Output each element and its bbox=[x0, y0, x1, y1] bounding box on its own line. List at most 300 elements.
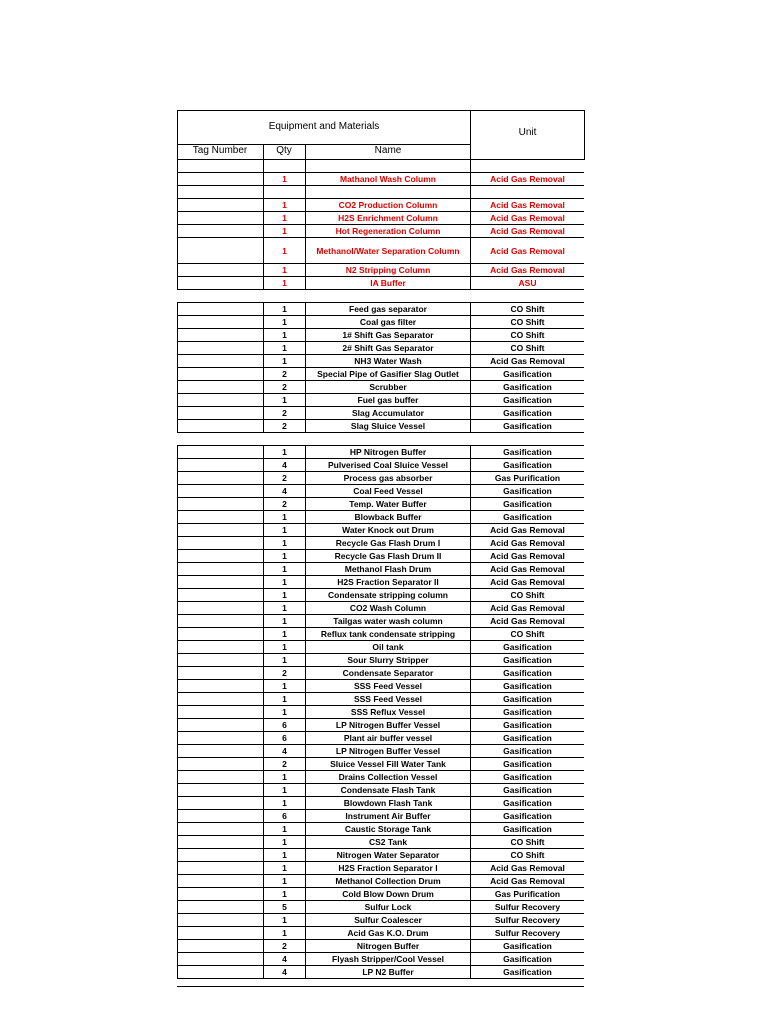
tag-cell bbox=[177, 329, 263, 341]
name-cell: Temp. Water Buffer bbox=[305, 498, 471, 510]
name-cell: Process gas absorber bbox=[305, 472, 471, 484]
tag-cell bbox=[177, 927, 263, 939]
unit-cell: Sulfur Recovery bbox=[494, 902, 561, 912]
table-row bbox=[177, 875, 584, 888]
table-row bbox=[177, 810, 584, 823]
name-cell: CO2 Production Column bbox=[305, 199, 471, 211]
qty-cell: 1 bbox=[263, 264, 305, 276]
tag-cell bbox=[177, 511, 263, 523]
table-row bbox=[177, 849, 584, 862]
qty-cell: 1 bbox=[263, 173, 305, 185]
name-cell: Slag Sluice Vessel bbox=[305, 420, 471, 432]
unit-cell: Gasification bbox=[503, 954, 552, 964]
equipment-table bbox=[177, 0, 584, 1024]
name-cell: Cold Blow Down Drum bbox=[305, 888, 471, 900]
name-cell: N2 Stripping Column bbox=[305, 264, 471, 276]
tag-cell bbox=[177, 238, 263, 263]
unit-cell: Sulfur Recovery bbox=[494, 928, 561, 938]
table-row bbox=[177, 914, 584, 927]
name-cell: Mathanol Wash Column bbox=[305, 173, 471, 185]
name-cell: 1# Shift Gas Separator bbox=[305, 329, 471, 341]
table-row bbox=[177, 303, 584, 316]
tag-cell bbox=[177, 342, 263, 354]
table-row bbox=[177, 758, 584, 771]
qty-cell: 2 bbox=[263, 667, 305, 679]
table-row bbox=[177, 446, 584, 459]
qty-cell: 1 bbox=[263, 797, 305, 809]
name-cell: Sour Slurry Stripper bbox=[305, 654, 471, 666]
name-cell: Methanol Collection Drum bbox=[305, 875, 471, 887]
qty-cell: 5 bbox=[263, 901, 305, 913]
tag-cell bbox=[177, 316, 263, 328]
tag-cell bbox=[177, 459, 263, 471]
qty-cell: 1 bbox=[263, 680, 305, 692]
qty-cell: 6 bbox=[263, 719, 305, 731]
unit-cell: Gasification bbox=[503, 746, 552, 756]
tag-cell bbox=[177, 680, 263, 692]
qty-cell: 1 bbox=[263, 563, 305, 575]
unit-cell: Gasification bbox=[503, 759, 552, 769]
qty-cell: 2 bbox=[263, 472, 305, 484]
tag-cell bbox=[177, 953, 263, 965]
table-row bbox=[177, 888, 584, 901]
qty-cell: 1 bbox=[263, 199, 305, 211]
unit-cell: Gasification bbox=[503, 421, 552, 431]
tag-cell bbox=[177, 277, 263, 289]
tag-cell bbox=[177, 784, 263, 796]
table-row bbox=[177, 342, 584, 355]
tag-cell bbox=[177, 199, 263, 211]
table-row bbox=[177, 797, 584, 810]
header-tag-number: Tag Number bbox=[192, 145, 248, 156]
tag-cell bbox=[177, 771, 263, 783]
header-qty: Qty bbox=[276, 145, 292, 156]
table-row bbox=[177, 654, 584, 667]
tag-cell bbox=[177, 173, 263, 185]
name-cell: Sluice Vessel Fill Water Tank bbox=[305, 758, 471, 770]
name-cell: SSS Feed Vessel bbox=[305, 680, 471, 692]
qty-cell bbox=[263, 186, 305, 198]
table-row bbox=[177, 940, 584, 953]
qty-cell: 1 bbox=[263, 511, 305, 523]
tag-cell bbox=[177, 719, 263, 731]
tag-cell bbox=[177, 758, 263, 770]
unit-cell: Acid Gas Removal bbox=[490, 538, 565, 548]
name-cell: Sulfur Coalescer bbox=[305, 914, 471, 926]
unit-cell: Gasification bbox=[503, 408, 552, 418]
table-row bbox=[177, 862, 584, 875]
unit-cell: Acid Gas Removal bbox=[490, 564, 565, 574]
tag-cell bbox=[177, 355, 263, 367]
tag-cell bbox=[177, 667, 263, 679]
table-row bbox=[177, 628, 584, 641]
qty-cell: 1 bbox=[263, 576, 305, 588]
unit-cell: Gasification bbox=[503, 824, 552, 834]
unit-cell: Acid Gas Removal bbox=[490, 876, 565, 886]
tag-cell bbox=[177, 810, 263, 822]
table-bottom-rule bbox=[177, 986, 584, 987]
unit-cell: Gasification bbox=[503, 486, 552, 496]
unit-cell: Gasification bbox=[503, 668, 552, 678]
table-row bbox=[177, 706, 584, 719]
qty-cell bbox=[263, 160, 305, 172]
name-cell: Feed gas separator bbox=[305, 303, 471, 315]
tag-cell bbox=[177, 797, 263, 809]
spacer-row bbox=[177, 433, 584, 446]
tag-cell bbox=[177, 706, 263, 718]
tag-cell bbox=[177, 576, 263, 588]
table-row bbox=[177, 641, 584, 654]
table-row bbox=[177, 459, 584, 472]
unit-cell: Gasification bbox=[503, 642, 552, 652]
qty-cell: 1 bbox=[263, 784, 305, 796]
unit-cell: Gasification bbox=[503, 369, 552, 379]
name-cell bbox=[305, 160, 471, 172]
name-cell: HP Nitrogen Buffer bbox=[305, 446, 471, 458]
name-cell: CS2 Tank bbox=[305, 836, 471, 848]
qty-cell: 4 bbox=[263, 459, 305, 471]
tag-cell bbox=[177, 485, 263, 497]
qty-cell: 1 bbox=[263, 355, 305, 367]
qty-cell: 1 bbox=[263, 875, 305, 887]
qty-cell: 4 bbox=[263, 745, 305, 757]
name-cell: Water Knock out Drum bbox=[305, 524, 471, 536]
name-cell: Recycle Gas Flash Drum II bbox=[305, 550, 471, 562]
tag-cell bbox=[177, 914, 263, 926]
name-cell: Fuel gas buffer bbox=[305, 394, 471, 406]
unit-cell: Acid Gas Removal bbox=[490, 863, 565, 873]
name-cell: Nitrogen Water Separator bbox=[305, 849, 471, 861]
qty-cell: 4 bbox=[263, 953, 305, 965]
table-row bbox=[177, 732, 584, 745]
unit-cell: CO Shift bbox=[510, 330, 545, 340]
name-cell: LP Nitrogen Buffer Vessel bbox=[305, 719, 471, 731]
table-row bbox=[177, 407, 584, 420]
unit-cell: Gasification bbox=[503, 460, 552, 470]
name-cell: Pulverised Coal Sluice Vessel bbox=[305, 459, 471, 471]
name-cell: Condensate Separator bbox=[305, 667, 471, 679]
table-row bbox=[177, 485, 584, 498]
name-cell: SSS Feed Vessel bbox=[305, 693, 471, 705]
table-row bbox=[177, 511, 584, 524]
unit-cell: Gasification bbox=[503, 798, 552, 808]
unit-cell: CO Shift bbox=[510, 317, 545, 327]
table-row bbox=[177, 667, 584, 680]
name-cell: Recycle Gas Flash Drum Ⅰ bbox=[305, 537, 471, 549]
unit-cell: Gas Purification bbox=[494, 889, 561, 899]
tag-cell bbox=[177, 498, 263, 510]
tag-cell bbox=[177, 875, 263, 887]
unit-cell: Acid Gas Removal bbox=[490, 551, 565, 561]
name-cell bbox=[305, 186, 471, 198]
tag-cell bbox=[177, 407, 263, 419]
name-cell: Coal gas filter bbox=[305, 316, 471, 328]
unit-cell: Gasification bbox=[503, 499, 552, 509]
name-cell: Acid Gas K.O. Drum bbox=[305, 927, 471, 939]
header-group-title: Equipment and Materials bbox=[268, 121, 380, 132]
unit-cell: CO Shift bbox=[510, 304, 545, 314]
tag-cell bbox=[177, 732, 263, 744]
unit-cell: Gasification bbox=[503, 811, 552, 821]
table-row bbox=[177, 784, 584, 797]
qty-cell: 1 bbox=[263, 342, 305, 354]
unit-cell bbox=[471, 160, 584, 172]
name-cell: Blowback Buffer bbox=[305, 511, 471, 523]
name-cell: NH3 Water Wash bbox=[305, 355, 471, 367]
unit-cell: Gasification bbox=[503, 512, 552, 522]
unit-cell: Acid Gas Removal bbox=[490, 226, 565, 236]
header-unit: Unit bbox=[518, 127, 537, 138]
tag-cell bbox=[177, 264, 263, 276]
tag-cell bbox=[177, 212, 263, 224]
table-row bbox=[177, 823, 584, 836]
tag-cell bbox=[177, 368, 263, 380]
table-row bbox=[177, 264, 584, 277]
qty-cell: 2 bbox=[263, 758, 305, 770]
table-row bbox=[177, 199, 584, 212]
name-cell: Hot Regeneration Column bbox=[305, 225, 471, 237]
qty-cell: 1 bbox=[263, 615, 305, 627]
name-cell: Condensate stripping column bbox=[305, 589, 471, 601]
qty-cell: 1 bbox=[263, 862, 305, 874]
tag-cell bbox=[177, 745, 263, 757]
table-row bbox=[177, 420, 584, 433]
table-row bbox=[177, 160, 584, 173]
qty-cell: 1 bbox=[263, 524, 305, 536]
qty-cell: 1 bbox=[263, 225, 305, 237]
unit-cell: Gasification bbox=[503, 733, 552, 743]
qty-cell: 2 bbox=[263, 381, 305, 393]
unit-cell: Acid Gas Removal bbox=[490, 356, 565, 366]
table-row bbox=[177, 225, 584, 238]
tag-cell bbox=[177, 602, 263, 614]
qty-cell: 1 bbox=[263, 927, 305, 939]
table-row bbox=[177, 563, 584, 576]
qty-cell: 1 bbox=[263, 537, 305, 549]
unit-cell: Gasification bbox=[503, 447, 552, 457]
unit-cell: Acid Gas Removal bbox=[490, 174, 565, 184]
qty-cell: 1 bbox=[263, 888, 305, 900]
qty-cell: 6 bbox=[263, 810, 305, 822]
name-cell: Tailgas water wash column bbox=[305, 615, 471, 627]
unit-cell: Acid Gas Removal bbox=[490, 603, 565, 613]
unit-cell: Sulfur Recovery bbox=[494, 915, 561, 925]
qty-cell: 1 bbox=[263, 771, 305, 783]
qty-cell: 1 bbox=[263, 628, 305, 640]
tag-cell bbox=[177, 420, 263, 432]
tag-cell bbox=[177, 628, 263, 640]
tag-cell bbox=[177, 160, 263, 172]
tag-cell bbox=[177, 550, 263, 562]
tag-cell bbox=[177, 225, 263, 237]
qty-cell: 1 bbox=[263, 329, 305, 341]
name-cell: Drains Collection Vessel bbox=[305, 771, 471, 783]
table-row bbox=[177, 771, 584, 784]
table-row bbox=[177, 368, 584, 381]
tag-cell bbox=[177, 654, 263, 666]
unit-cell: Gasification bbox=[503, 772, 552, 782]
table-row bbox=[177, 589, 584, 602]
unit-cell: Gasification bbox=[503, 395, 552, 405]
unit-cell: Gas Purification bbox=[494, 473, 561, 483]
qty-cell: 2 bbox=[263, 407, 305, 419]
name-cell: Flyash Stripper/Cool Vessel bbox=[305, 953, 471, 965]
tag-cell bbox=[177, 849, 263, 861]
unit-cell: Gasification bbox=[503, 382, 552, 392]
table-row bbox=[177, 550, 584, 563]
table-row bbox=[177, 238, 584, 264]
tag-cell bbox=[177, 524, 263, 536]
name-cell: H2S Fraction Separator II bbox=[305, 576, 471, 588]
qty-cell: 4 bbox=[263, 966, 305, 978]
name-cell: Special Pipe of Gasifier Slag Outlet bbox=[305, 368, 471, 380]
table-row bbox=[177, 472, 584, 485]
unit-cell: CO Shift bbox=[510, 590, 545, 600]
tag-cell bbox=[177, 693, 263, 705]
header-name: Name bbox=[374, 145, 402, 156]
qty-cell: 1 bbox=[263, 550, 305, 562]
unit-cell: Acid Gas Removal bbox=[490, 265, 565, 275]
unit-cell: Acid Gas Removal bbox=[490, 213, 565, 223]
tag-cell bbox=[177, 901, 263, 913]
tag-cell bbox=[177, 303, 263, 315]
name-cell: Oil tank bbox=[305, 641, 471, 653]
table-row bbox=[177, 329, 584, 342]
tag-cell bbox=[177, 589, 263, 601]
qty-cell: 2 bbox=[263, 420, 305, 432]
tag-cell bbox=[177, 537, 263, 549]
tag-cell bbox=[177, 836, 263, 848]
unit-cell: Gasification bbox=[503, 720, 552, 730]
tag-cell bbox=[177, 966, 263, 978]
unit-cell: Acid Gas Removal bbox=[490, 577, 565, 587]
name-cell: LP N2 Buffer bbox=[305, 966, 471, 978]
name-cell: Condensate Flash Tank bbox=[305, 784, 471, 796]
unit-cell: Gasification bbox=[503, 941, 552, 951]
name-cell: IA Buffer bbox=[305, 277, 471, 289]
name-cell: Methanol/Water Separation Column bbox=[305, 238, 471, 263]
table-row bbox=[177, 316, 584, 329]
name-cell: Caustic Storage Tank bbox=[305, 823, 471, 835]
qty-cell: 1 bbox=[263, 641, 305, 653]
table-row bbox=[177, 524, 584, 537]
unit-cell: ASU bbox=[518, 278, 537, 288]
qty-cell: 2 bbox=[263, 368, 305, 380]
tag-cell bbox=[177, 381, 263, 393]
tag-cell bbox=[177, 394, 263, 406]
name-cell: H2S Fraction Separator I bbox=[305, 862, 471, 874]
qty-cell: 2 bbox=[263, 498, 305, 510]
qty-cell: 1 bbox=[263, 446, 305, 458]
qty-cell: 1 bbox=[263, 303, 305, 315]
name-cell: Sulfur Lock bbox=[305, 901, 471, 913]
table-row bbox=[177, 901, 584, 914]
qty-cell: 1 bbox=[263, 277, 305, 289]
table-row bbox=[177, 212, 584, 225]
qty-cell: 1 bbox=[263, 602, 305, 614]
qty-cell: 1 bbox=[263, 849, 305, 861]
tag-cell bbox=[177, 186, 263, 198]
name-cell: SSS Reflux Vessel bbox=[305, 706, 471, 718]
unit-cell: Acid Gas Removal bbox=[490, 616, 565, 626]
qty-cell: 6 bbox=[263, 732, 305, 744]
name-cell: Methanol Flash Drum bbox=[305, 563, 471, 575]
table-row bbox=[177, 173, 584, 186]
qty-cell: 1 bbox=[263, 914, 305, 926]
tag-cell bbox=[177, 641, 263, 653]
name-cell: Scrubber bbox=[305, 381, 471, 393]
table-row bbox=[177, 693, 584, 706]
name-cell: Blowdown Flash Tank bbox=[305, 797, 471, 809]
table-row bbox=[177, 355, 584, 368]
table-row bbox=[177, 498, 584, 511]
table-row bbox=[177, 719, 584, 732]
unit-cell: CO Shift bbox=[510, 629, 545, 639]
qty-cell: 1 bbox=[263, 589, 305, 601]
tag-cell bbox=[177, 472, 263, 484]
qty-cell: 1 bbox=[263, 238, 305, 263]
qty-cell: 1 bbox=[263, 394, 305, 406]
unit-cell: CO Shift bbox=[510, 850, 545, 860]
qty-cell: 1 bbox=[263, 823, 305, 835]
table-row bbox=[177, 277, 584, 290]
tag-cell bbox=[177, 888, 263, 900]
qty-cell: 1 bbox=[263, 693, 305, 705]
table-row bbox=[177, 394, 584, 407]
unit-cell bbox=[471, 186, 584, 198]
tag-cell bbox=[177, 615, 263, 627]
table-row bbox=[177, 537, 584, 550]
tag-cell bbox=[177, 446, 263, 458]
spacer-row bbox=[177, 290, 584, 303]
unit-cell: Gasification bbox=[503, 681, 552, 691]
name-cell: Slag Accumulator bbox=[305, 407, 471, 419]
qty-cell: 1 bbox=[263, 316, 305, 328]
tag-cell bbox=[177, 823, 263, 835]
tag-cell bbox=[177, 940, 263, 952]
name-cell: Plant air buffer vessel bbox=[305, 732, 471, 744]
table-row bbox=[177, 836, 584, 849]
table-row bbox=[177, 602, 584, 615]
unit-cell: CO Shift bbox=[510, 343, 545, 353]
unit-cell: Acid Gas Removal bbox=[490, 246, 565, 256]
tag-cell bbox=[177, 862, 263, 874]
qty-cell: 4 bbox=[263, 485, 305, 497]
table-row bbox=[177, 927, 584, 940]
qty-cell: 2 bbox=[263, 940, 305, 952]
name-cell: Nitrogen Buffer bbox=[305, 940, 471, 952]
table-row bbox=[177, 953, 584, 966]
table-row bbox=[177, 576, 584, 589]
name-cell: Reflux tank condensate stripping bbox=[305, 628, 471, 640]
name-cell: 2# Shift Gas Separator bbox=[305, 342, 471, 354]
qty-cell: 1 bbox=[263, 706, 305, 718]
unit-cell: Acid Gas Removal bbox=[490, 200, 565, 210]
unit-cell: Gasification bbox=[503, 655, 552, 665]
tag-cell bbox=[177, 563, 263, 575]
table-row bbox=[177, 615, 584, 628]
unit-cell: Gasification bbox=[503, 785, 552, 795]
qty-cell: 1 bbox=[263, 654, 305, 666]
qty-cell: 1 bbox=[263, 836, 305, 848]
name-cell: H2S Enrichment Column bbox=[305, 212, 471, 224]
name-cell: LP Nitrogen Buffer Vessel bbox=[305, 745, 471, 757]
name-cell: Coal Feed Vessel bbox=[305, 485, 471, 497]
name-cell: CO2 Wash Column bbox=[305, 602, 471, 614]
table-row bbox=[177, 381, 584, 394]
table-row bbox=[177, 745, 584, 758]
unit-cell: CO Shift bbox=[510, 837, 545, 847]
